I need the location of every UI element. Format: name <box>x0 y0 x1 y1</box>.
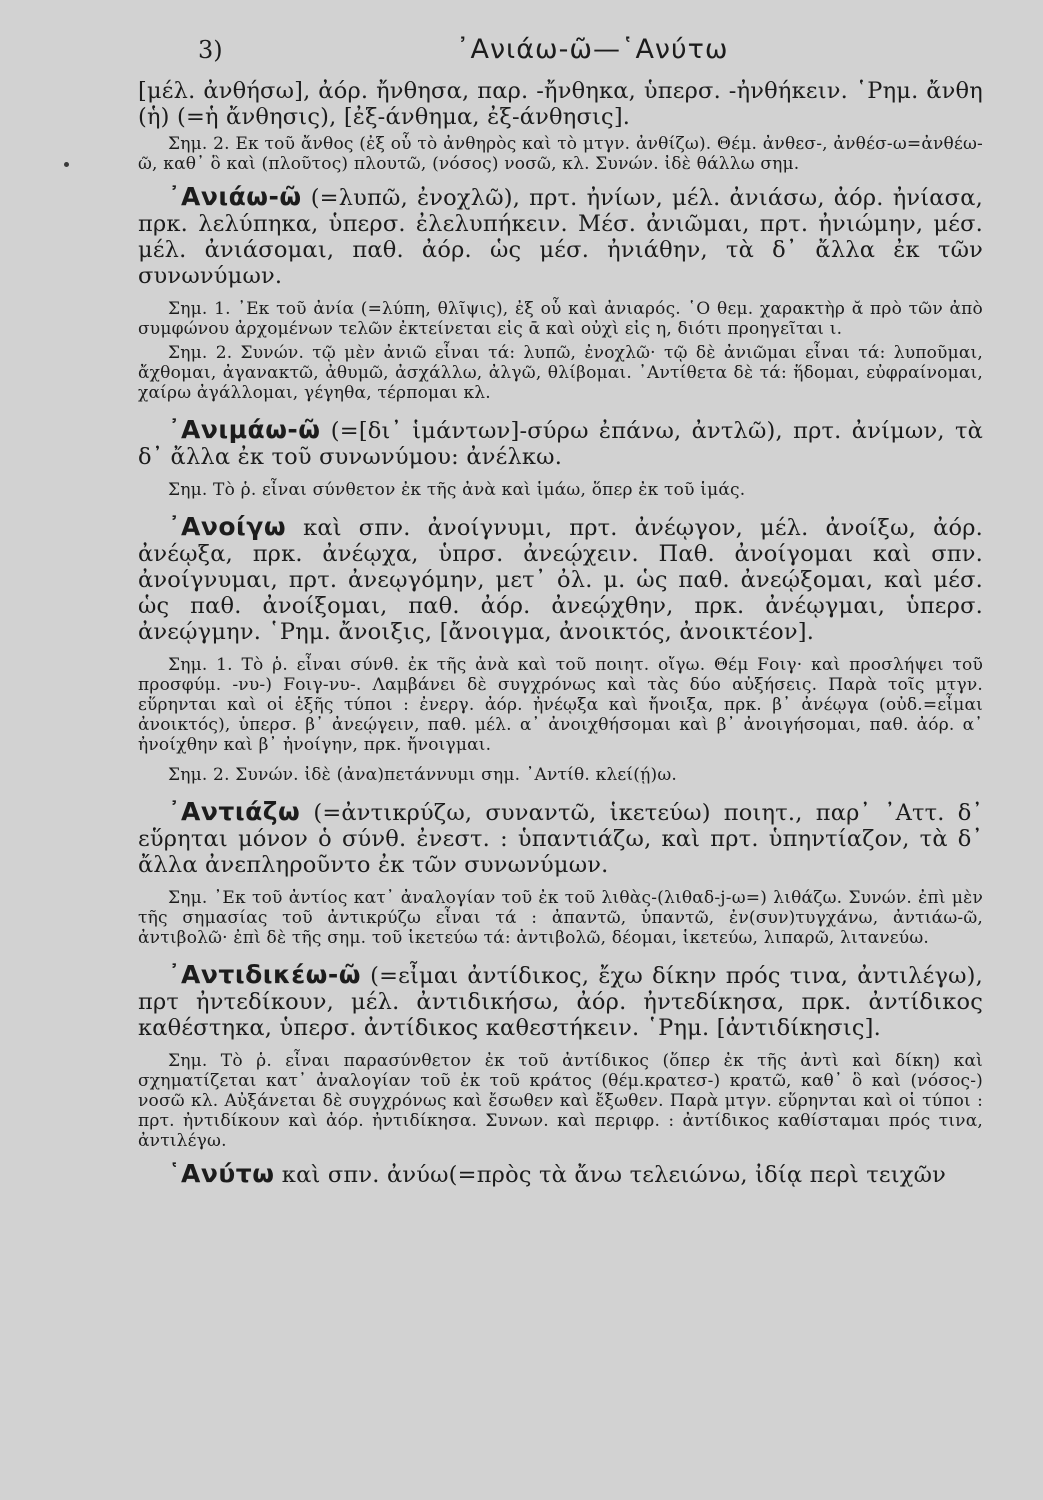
entry-text: καὶ σπν. ἀνοίγνυμι, πρτ. ἀνέῳγον, μέλ. ἀνοίξω, ἀόρ. ἀνέῳξα, πρκ. ἀνέῳχα, ὑπρσ. ἀνεῴχειν. Παθ. ἀνοίγομαι καὶ σπν. ἀνοίγνυμαι, πρτ. ἀνεῳγόμην, μετ᾽ ὀλ. μ. ὡς παθ. ἀνεῴξομαι, καὶ μέσ. ὡς παθ. ἀνοίξομαι, παθ. ἀόρ. ἀνεῴχθην, πρκ. ἀνέῳγμαι, ὑπερσ. ἀνεῴγμην. ῾Ρημ. ἄνοιξις, [ἄνοιγμα, ἀνοικτός, ἀνοικτέον]. <box>138 515 983 645</box>
dictionary-entry <box>138 962 983 1041</box>
note: Σημ. ᾽Εκ τοῦ ἀντίος κατ᾽ ἀναλογίαν τοῦ ἐκ τοῦ λιθὰς-(λιθαδ-j-ω=) λιθάζω. Συνών. ἐπὶ μὲν τῆς σημασίας τοῦ ἀντικρύζω εἶναι τά : ἀπαντῶ, ὑπαντῶ, ἐν(συν)τυγχάνω, ἀντιάω-ῶ, ἀντιβολῶ· ἐπὶ δὲ τῆς σημ. τοῦ ἱκετεύω τά: ἀντιβολῶ, δέομαι, ἱκετεύω, λιπαρῶ, λιτανεύω. <box>138 888 983 948</box>
headword: ᾽Ανιμάω-ῶ <box>168 415 321 444</box>
paragraph: [μέλ. ἀνθήσω], ἀόρ. ἤνθησα, παρ. -ἤνθηκα, ὑπερσ. -ἠνθήκειν. ῾Ρημ. ἄνθη (ἡ) (=ἡ ἄνθησις), [ἐξ-άνθημα, ἐξ-άνθησις]. <box>138 78 983 130</box>
text-column <box>138 78 983 1188</box>
dictionary-entry <box>138 417 983 470</box>
margin-dot <box>64 162 69 167</box>
headword: ᾽Ανοίγω <box>168 512 287 541</box>
dictionary-entry <box>138 184 983 289</box>
entry-text: καὶ σπν. ἀνύω(=πρὸς τὰ ἄνω τελειώνω, ἰδίᾳ περὶ τειχῶν <box>274 1162 947 1188</box>
note: Σημ. Τὸ ῥ. εἶναι παρασύνθετον ἐκ τοῦ ἀντίδικος (ὅπερ ἐκ τῆς ἀντὶ καὶ δίκη) καὶ σχηματίζεται κατ᾽ ἀναλογίαν τοῦ ἐκ τοῦ κράτος (θέμ.κρατεσ-) κρατῶ, καθ᾽ ὃ καὶ (νόσος-) νοσῶ κλ. Αὐξάνεται δὲ συγχρόνως καὶ ἔσωθεν καὶ ἔξωθεν. Παρὰ μτγν. εὕρηνται καὶ οἱ τύποι : πρτ. ἠντιδίκουν καὶ ἀόρ. ἠντιδίκησα. Συνων. καὶ περιφρ. : ἀντίδικος καθίσταμαι πρός τινα, ἀντιλέγω. <box>138 1051 983 1151</box>
note: Σημ. 1. Τὸ ῥ. εἶναι σύνθ. ἐκ τῆς ἀνὰ καὶ τοῦ ποιητ. οἴγω. Θέμ Fοιγ· καὶ προσλήψει τοῦ προσφύμ. -νυ-) Fοιγ-νυ-. Λαμβάνει δὲ συγχρόνως καὶ τὰς δύο αὐξήσεις. Παρὰ τοῖς μτγν. εὕρηνται καὶ οἱ ἑξῆς τύποι : ἐνεργ. ἀόρ. ἠνέῳξα καὶ ἤνοιξα, πρκ. β᾽ ἀνέῳγα (οὐδ.=εἶμαι ἀνοικτός), ὑπερσ. β᾽ ἀνεῴγειν, παθ. μέλ. α᾽ ἀνοιχθήσομαι καὶ β᾽ ἀνοιγήσομαι, παθ. ἀόρ. α᾽ ἠνοίχθην καὶ β᾽ ἠνοίγην, πρκ. ἤνοιγμαι. <box>138 655 983 755</box>
note: Σημ. 1. ᾽Εκ τοῦ ἀνία (=λύπη, θλῖψις), ἐξ οὗ καὶ ἀνιαρός. ῾Ο θεμ. χαρακτὴρ ᾰ πρὸ τῶν ἀπὸ συμφώνου ἀρχομένων τελῶν ἐκτείνεται εἰς ᾱ καὶ οὐχὶ εἰς η, διότι προηγεῖται ι. <box>138 299 983 339</box>
note: Σημ. 2. Εκ τοῦ ἄνθος (ἐξ οὗ τὸ ἀνθηρὸς καὶ τὸ μτγν. ἀνθίζω). Θέμ. ἀνθεσ-, ἀνθέσ-ω=ἀνθέω-ῶ, καθ᾽ ὃ καὶ (πλοῦτος) πλουτῶ, (νόσος) νοσῶ, κλ. Συνών. ἰδὲ θάλλω σημ. <box>138 134 983 174</box>
dictionary-entry <box>138 514 983 645</box>
entry-text: (=ἀντικρύζω, συναντῶ, ἱκετεύω) ποιητ., παρ᾽ ᾽Αττ. δ᾽ εὕρηται μόνον ὁ σύνθ. ἐνεστ. : ὑπαντιάζω, καὶ πρτ. ὑπηντίαζον, τὰ δ᾽ ἄλλα ἀνεπληροῦντο ἐκ τῶν συνωνύμων. <box>138 800 983 878</box>
entry-text: (=λυπῶ, ἐνοχλῶ), πρτ. ἠνίων, μέλ. ἀνιάσω, ἀόρ. ἠνίασα, πρκ. λελύπηκα, ὑπερσ. ἐλελυπήκειν. Μέσ. ἀνιῶμαι, πρτ. ἠνιώμην, μέσ. μέλ. ἀνιάσομαι, παθ. ἀόρ. ὡς μέσ. ἠνιάθην, τὰ δ᾽ ἄλλα ἐκ τῶν συνωνύμων. <box>138 185 983 289</box>
entry-text: (=[δι᾽ ἱμάντων]-σύρω ἐπάνω, ἀντλῶ), πρτ. ἀνίμων, τὰ δ᾽ ἄλλα ἐκ τοῦ συνωνύμου: ἀνέλκω. <box>138 418 983 470</box>
note: Σημ. 2. Συνών. τῷ μὲν ἀνιῶ εἶναι τά: λυπῶ, ἐνοχλῶ· τῷ δὲ ἀνιῶμαι εἶναι τά: λυποῦμαι, ἄχθομαι, ἀγανακτῶ, ἀθυμῶ, ἀσχάλλω, ἀλγῶ, θλίβομαι. ᾽Αντίθετα δὲ τά: ἥδομαι, εὐφραίνομαι, χαίρω ἀγάλλομαι, γέγηθα, τέρπομαι κλ. <box>138 343 983 403</box>
page-header <box>138 30 983 78</box>
headword: ᾽Αντιδικέω-ῶ <box>168 960 361 989</box>
headword: ᾽Αντιάζω <box>168 797 301 826</box>
note: Σημ. Τὸ ῥ. εἶναι σύνθετον ἐκ τῆς ἀνὰ καὶ ἱμάω, ὅπερ ἐκ τοῦ ἱμάς. <box>168 480 746 500</box>
dictionary-entry <box>138 1161 983 1188</box>
headword: ῾Ανύτω <box>168 1159 275 1188</box>
entry-text: (=εἶμαι ἀντίδικος, ἔχω δίκην πρός τινα, ἀντιλέγω), πρτ ἠντεδίκουν, μέλ. ἀντιδικήσω, ἀόρ. ἠντεδίκησα, πρκ. ἀντίδικος καθέστηκα, ὑπερσ. ἀντίδικος καθεστήκειν. ῾Ρημ. [ἀντιδίκησις]. <box>138 963 983 1041</box>
dictionary-entry <box>138 799 983 878</box>
note: Σημ. 2. Συνών. ἰδὲ (ἀνα)πετάννυμι σημ. ᾽Αντίθ. κλεί(ῄ)ω. <box>168 765 678 785</box>
headword: ᾽Ανιάω-ῶ <box>168 182 302 211</box>
running-title: ᾽Ανιάω-ῶ—῾Ανύτω <box>456 34 729 65</box>
page-number: 3) <box>198 36 223 64</box>
